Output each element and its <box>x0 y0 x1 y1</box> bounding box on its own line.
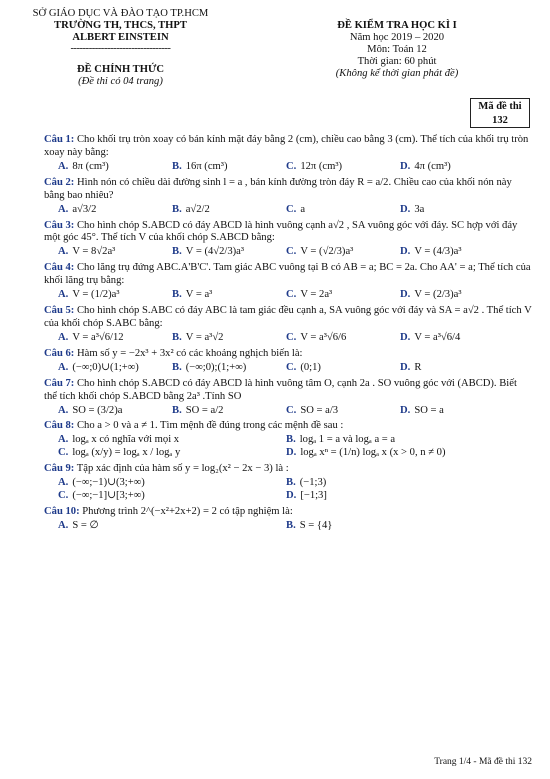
option-letter: B. <box>172 361 182 373</box>
answer-option[interactable] <box>400 204 514 217</box>
option-letter: D. <box>400 289 411 301</box>
answer-options <box>44 434 532 460</box>
option-text: V = a³√6/12 <box>72 331 124 343</box>
exam-header <box>0 8 550 126</box>
question-stem <box>44 348 532 361</box>
option-text: logₐ 1 = a và logₐ a = a <box>299 434 396 446</box>
option-text: [−1;3] <box>300 490 327 502</box>
answer-options <box>44 246 532 259</box>
answer-options <box>44 477 532 503</box>
option-letter: C. <box>58 490 69 502</box>
answer-option[interactable] <box>286 246 400 259</box>
question-item <box>44 262 532 302</box>
duration: Thời gian: 60 phút <box>357 56 437 67</box>
option-text: SO = a <box>414 404 444 416</box>
exam-code-label: Mã đề thi <box>478 101 522 112</box>
option-text: V = (1/2)a³ <box>72 289 120 301</box>
option-text: (−∞;−1]∪[3;+∞) <box>72 490 145 502</box>
option-letter: C. <box>286 331 297 343</box>
option-text: 16π (cm³) <box>185 160 228 172</box>
answer-option[interactable] <box>400 405 514 418</box>
option-letter: A. <box>58 331 69 343</box>
page-footer: Trang 1/4 - Mã đề thi 132 <box>434 757 532 768</box>
department-name: SỞ GIÁO DỤC VÀ ĐÀO TẠO TP.HCM <box>32 8 209 19</box>
question-number: Câu 9: <box>44 463 75 475</box>
option-letter: B. <box>172 404 182 416</box>
question-stem <box>44 134 532 160</box>
question-item <box>44 420 532 460</box>
option-letter: A. <box>58 289 69 301</box>
option-letter: B. <box>172 203 182 215</box>
answer-option[interactable] <box>58 204 172 217</box>
option-letter: C. <box>286 246 297 258</box>
option-text: R <box>414 361 422 373</box>
question-number: Câu 6: <box>44 347 75 359</box>
option-letter: A. <box>58 203 69 215</box>
answer-option[interactable] <box>286 405 400 418</box>
exam-code-box <box>470 98 530 128</box>
answer-option[interactable] <box>286 520 514 533</box>
header-separator: --------------------------------- <box>70 43 171 54</box>
option-text: SO = a/3 <box>300 404 339 416</box>
school-name-line1: TRƯỜNG TH, THCS, THPT <box>54 20 187 31</box>
question-text: Cho hình chóp S.ABCD có đáy ABCD là hình vuông tâm O, cạnh 2a . SO vuông góc với (ABCD). Biết thể tích khối chóp S.ABCD bằng 2a³ .Tính SO <box>44 377 517 402</box>
answer-option[interactable] <box>172 289 286 302</box>
question-number: Câu 10: <box>44 505 80 517</box>
option-letter: A. <box>58 519 69 531</box>
question-stem <box>44 378 532 404</box>
question-text: Hình nón có chiều dài đường sinh l = a , bán kính đường tròn đáy R = a/2. Chiều cao của khối nón này bằng bao nhiêu? <box>44 176 512 201</box>
option-text: a <box>300 203 306 215</box>
option-letter: D. <box>400 160 411 172</box>
answer-option[interactable] <box>286 332 400 345</box>
option-letter: D. <box>400 246 411 258</box>
option-text: (−1;3) <box>299 477 327 489</box>
question-stem <box>44 305 532 331</box>
option-text: V = a³√6/6 <box>300 331 347 343</box>
option-text: V = (2/3)a³ <box>414 289 462 301</box>
official-label: ĐỀ CHÍNH THỨC <box>76 64 165 75</box>
option-text: logₐ (x/y) = logₐ x / logₐ y <box>72 447 181 459</box>
answer-option[interactable] <box>172 332 286 345</box>
answer-option[interactable] <box>286 289 400 302</box>
option-letter: C. <box>286 289 297 301</box>
question-text: Hàm số y = −2x³ + 3x² có các khoảng nghịch biến là: <box>76 347 303 359</box>
option-text: a√3/2 <box>72 203 97 215</box>
option-letter: A. <box>58 246 69 258</box>
option-letter: B. <box>172 331 182 343</box>
answer-option[interactable] <box>286 204 400 217</box>
question-item <box>44 134 532 174</box>
option-text: 12π (cm³) <box>300 160 343 172</box>
exam-code-value: 132 <box>492 115 508 126</box>
answer-option[interactable] <box>286 490 514 503</box>
question-stem <box>44 220 532 246</box>
answer-option[interactable] <box>400 289 514 302</box>
question-text: Cho hình chóp S.ABCD có đáy ABCD là hình vuông cạnh a√2 , SA vuông góc với đáy. SC hợp với đáy một góc 45°. Thể tích V của khối chóp S.ABCD bằng: <box>44 219 518 244</box>
question-stem <box>44 262 532 288</box>
answer-options <box>44 362 532 375</box>
answer-option[interactable] <box>58 246 172 259</box>
option-text: V = a³√2 <box>185 331 224 343</box>
option-letter: B. <box>172 160 182 172</box>
answer-option[interactable] <box>400 246 514 259</box>
option-letter: B. <box>286 434 296 446</box>
option-letter: B. <box>172 289 182 301</box>
answer-options <box>44 520 532 533</box>
option-letter: A. <box>58 160 69 172</box>
option-text: S = {4} <box>299 519 333 531</box>
option-text: V = 2a³ <box>300 289 333 301</box>
answer-option[interactable] <box>58 405 172 418</box>
answer-option[interactable] <box>58 362 172 375</box>
answer-option[interactable] <box>58 520 286 533</box>
answer-options <box>44 204 532 217</box>
answer-option[interactable] <box>58 332 172 345</box>
answer-option[interactable] <box>58 447 286 460</box>
answer-option[interactable] <box>400 161 514 174</box>
option-text: (0;1) <box>300 361 321 373</box>
question-number: Câu 8: <box>44 420 75 432</box>
option-letter: D. <box>400 361 411 373</box>
option-letter: B. <box>286 477 296 489</box>
school-year: Năm học 2019 – 2020 <box>349 32 445 43</box>
answer-option[interactable] <box>58 289 172 302</box>
question-text: Tập xác định của hàm số y = log₂(x² − 2x − 3) là : <box>76 463 289 475</box>
answer-options <box>44 405 532 418</box>
answer-option[interactable] <box>286 434 514 447</box>
option-text: V = a³√6/4 <box>414 331 461 343</box>
answer-option[interactable] <box>172 204 286 217</box>
exam-title: ĐỀ KIỂM TRA HỌC KÌ I <box>337 20 457 31</box>
option-letter: C. <box>58 447 69 459</box>
answer-option[interactable] <box>172 161 286 174</box>
answer-options <box>44 289 532 302</box>
option-text: V = (4/3)a³ <box>414 246 462 258</box>
option-letter: B. <box>172 246 182 258</box>
question-number: Câu 2: <box>44 176 75 188</box>
option-letter: D. <box>400 404 411 416</box>
answer-options <box>44 332 532 345</box>
answer-option[interactable] <box>286 362 400 375</box>
answer-option[interactable] <box>172 362 286 375</box>
option-letter: D. <box>286 447 297 459</box>
answer-options <box>44 161 532 174</box>
option-text: SO = (3/2)a <box>72 404 123 416</box>
option-letter: A. <box>58 361 69 373</box>
question-stem <box>44 506 532 519</box>
school-name-line2: ALBERT EINSTEIN <box>72 32 169 43</box>
question-stem <box>44 463 532 476</box>
subject: Môn: Toán 12 <box>367 44 427 55</box>
option-text: (−∞;0);(1;+∞) <box>185 361 247 373</box>
question-text: Cho hình chóp S.ABC có đáy ABC là tam giác đều cạnh a, SA vuông góc với đáy và SA = a√2 . Thể tích V của khối chóp S.ABC bằng: <box>44 305 532 329</box>
question-item <box>44 348 532 375</box>
option-letter: D. <box>286 490 297 502</box>
option-letter: C. <box>286 404 297 416</box>
option-letter: A. <box>58 404 69 416</box>
option-text: 4π (cm³) <box>414 160 451 172</box>
question-text: Cho khối trụ tròn xoay có bán kính mặt đáy bằng 2 (cm), chiều cao bằng 3 (cm). Thể tích của khối trụ tròn xoay này bằng: <box>44 134 529 158</box>
question-item <box>44 177 532 217</box>
question-item <box>44 463 532 503</box>
option-text: 3a <box>414 203 425 215</box>
option-letter: A. <box>58 477 69 489</box>
answer-option[interactable] <box>286 447 514 460</box>
question-number: Câu 1: <box>44 134 75 145</box>
option-text: V = (4√2/3)a³ <box>185 246 245 258</box>
answer-option[interactable] <box>58 161 172 174</box>
option-text: logₐ xⁿ = (1/n) logₐ x (x > 0, n ≠ 0) <box>300 447 446 459</box>
option-text: (−∞;−1)∪(3;+∞) <box>72 477 145 489</box>
question-number: Câu 7: <box>44 377 75 389</box>
option-text: SO = a/2 <box>185 404 224 416</box>
answer-option[interactable] <box>172 246 286 259</box>
question-item <box>44 378 532 418</box>
option-text: V = (√2/3)a³ <box>300 246 354 258</box>
option-letter: D. <box>400 203 411 215</box>
answer-option[interactable] <box>400 332 514 345</box>
duration-note: (Không kể thời gian phát đề) <box>335 68 459 79</box>
question-item <box>44 220 532 260</box>
question-item <box>44 305 532 345</box>
option-letter: A. <box>58 434 69 446</box>
option-text: (−∞;0)∪(1;+∞) <box>72 361 139 373</box>
answer-option[interactable] <box>58 434 286 447</box>
option-text: V = 8√2a³ <box>72 246 116 258</box>
question-text: Cho lăng trụ đứng ABC.A'B'C'. Tam giác ABC vuông tại B có AB = a; BC = 2a. Cho AA' = a; Thể tích của khối lăng trụ bằng: <box>44 262 531 287</box>
question-number: Câu 4: <box>44 262 75 274</box>
question-stem <box>44 177 532 203</box>
answer-option[interactable] <box>172 405 286 418</box>
page-count-note: (Đề thi có 04 trang) <box>78 76 163 87</box>
option-text: 8π (cm³) <box>72 160 109 172</box>
option-letter: C. <box>286 203 297 215</box>
question-number: Câu 5: <box>44 305 75 317</box>
answer-option[interactable] <box>58 477 286 490</box>
answer-option[interactable] <box>58 490 286 503</box>
question-stem <box>44 420 532 433</box>
option-letter: C. <box>286 160 297 172</box>
question-number: Câu 3: <box>44 219 75 231</box>
question-item <box>44 506 532 533</box>
option-text: V = a³ <box>185 289 213 301</box>
option-text: S = ∅ <box>72 519 99 531</box>
question-list <box>44 134 532 536</box>
answer-option[interactable] <box>286 161 400 174</box>
answer-option[interactable] <box>286 477 514 490</box>
question-text: Cho a > 0 và a ≠ 1. Tìm mệnh đề đúng trong các mệnh đề sau : <box>76 420 344 432</box>
option-letter: B. <box>286 519 296 531</box>
option-text: logₐ x có nghĩa với mọi x <box>72 434 180 446</box>
option-letter: D. <box>400 331 411 343</box>
option-text: a√2/2 <box>185 203 210 215</box>
answer-option[interactable] <box>400 362 514 375</box>
option-letter: C. <box>286 361 297 373</box>
question-text: Phương trình 2^(−x²+2x+2) = 2 có tập nghiệm là: <box>82 505 293 517</box>
